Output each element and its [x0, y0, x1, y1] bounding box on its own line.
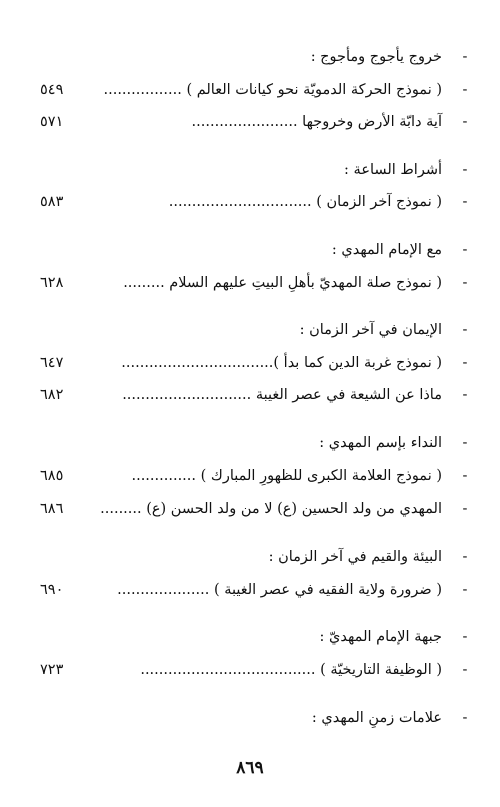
toc-heading — [38, 430, 472, 456]
toc-entry-text: ( نموذج العلامة الكبرى للظهورِ المبارك ) .............. — [131, 468, 442, 484]
toc-heading — [38, 157, 472, 183]
bullet-dash: - — [462, 549, 468, 565]
toc-heading — [38, 544, 472, 570]
bullet-dash: - — [462, 275, 468, 291]
bullet-dash: - — [462, 710, 468, 726]
toc-heading-text: مع الإمام المهدي : — [331, 242, 442, 258]
toc-heading-text: خروج يأجوج ومأجوج : — [310, 49, 442, 65]
bullet-dash: - — [462, 82, 468, 98]
bullet-dash: - — [462, 468, 468, 484]
bullet-dash: - — [462, 435, 468, 451]
toc-entry-text: المهدي من ولد الحسين (ع) لا من ولد الحسن (ع) ......... — [100, 501, 442, 517]
toc-entry-page: ٦٩٠ — [40, 582, 64, 598]
toc-heading-text: جبهة الإمام المهديّ : — [319, 629, 442, 645]
toc-heading-text: أشراط الساعة : — [344, 162, 442, 178]
toc-entry-page: ٧٢٣ — [40, 662, 64, 678]
toc-entry-page: ٦٨٢ — [40, 387, 64, 403]
toc-entry-page: ٦٢٨ — [40, 275, 64, 291]
toc-entry-page: ٦٨٥ — [40, 468, 64, 484]
bullet-dash: - — [462, 629, 468, 645]
bullet-dash: - — [462, 49, 468, 65]
toc-entry-text: ماذا عن الشيعة في عصر الغيبة ............................ — [122, 387, 442, 403]
bullet-dash: - — [462, 322, 468, 338]
bullet-dash: - — [462, 242, 468, 258]
toc-entry-text: ( نموذج الحركة الدمويّة نحو كيانات العالم ) ................. — [103, 82, 442, 98]
page-number: ٨٦٩ — [236, 758, 264, 778]
toc-entry — [38, 270, 472, 296]
toc-entry — [38, 463, 472, 489]
toc-entry-page: ٥٤٩ — [40, 82, 64, 98]
toc-entry-text: ( نموذج آخر الزمان ) ............................... — [168, 194, 442, 210]
bullet-dash: - — [462, 662, 468, 678]
toc-entry — [38, 77, 472, 103]
toc-heading — [38, 237, 472, 263]
bullet-dash: - — [462, 162, 468, 178]
toc-heading — [38, 44, 472, 70]
toc-entry — [38, 657, 472, 683]
toc-entry-text: ( نموذج غربة الدين كما بدأ )................................. — [121, 355, 442, 371]
toc-entry-page: ٦٨٦ — [40, 501, 64, 517]
bullet-dash: - — [462, 387, 468, 403]
toc-entry-page: ٦٤٧ — [40, 355, 64, 371]
bullet-dash: - — [462, 194, 468, 210]
toc-heading — [38, 317, 472, 343]
toc-entry-text: آية دابّة الأرض وخروجها ....................... — [191, 114, 442, 130]
bullet-dash: - — [462, 582, 468, 598]
toc-entry — [38, 189, 472, 215]
toc-heading — [38, 705, 472, 731]
toc-entry — [38, 350, 472, 376]
bullet-dash: - — [462, 355, 468, 371]
bullet-dash: - — [462, 114, 468, 130]
toc-entry-page: ٥٧١ — [40, 114, 64, 130]
toc-heading-text: الإيمان في آخر الزمان : — [299, 322, 442, 338]
toc-entry-page: ٥٨٣ — [40, 194, 64, 210]
toc-entry-text: ( الوظيفة التاريخيّة ) ...................................... — [140, 662, 442, 678]
toc-entry — [38, 109, 472, 135]
toc-heading — [38, 624, 472, 650]
toc-entry — [38, 382, 472, 408]
toc-entry-text: ( نموذج صلة المهديّ بأهلِ البيتِ عليهم السلام ......... — [123, 275, 442, 291]
toc-heading-text: البيئة والقيم في آخر الزمان : — [268, 549, 442, 565]
bullet-dash: - — [462, 501, 468, 517]
toc-heading-text: علامات زمنِ المهدي : — [311, 710, 442, 726]
toc-entry — [38, 496, 472, 522]
toc-heading-text: النداء بإسم المهدي : — [319, 435, 442, 451]
toc-entry-text: ( ضرورة ولاية الفقيه في عصر الغيبة ) .................... — [117, 582, 442, 598]
toc-entry — [38, 577, 472, 603]
